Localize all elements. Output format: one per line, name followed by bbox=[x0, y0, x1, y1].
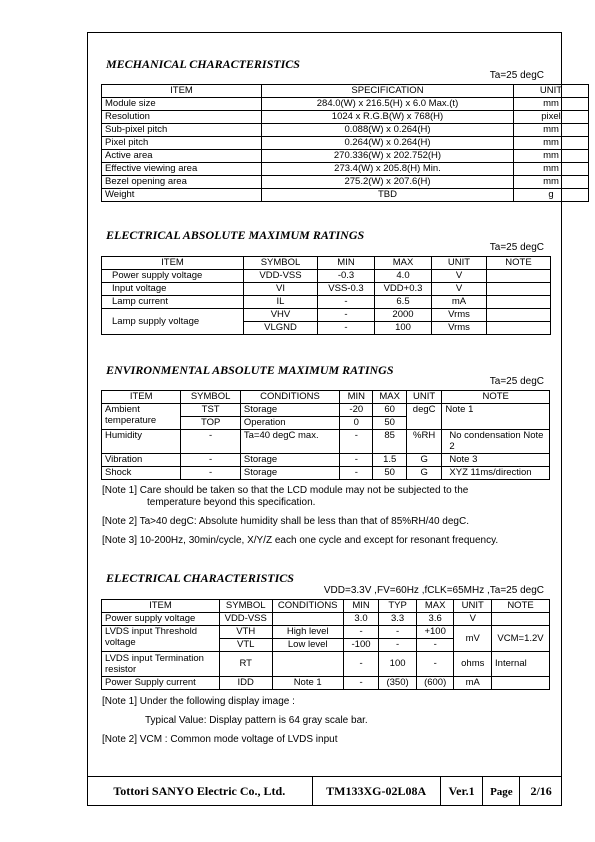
cell bbox=[487, 283, 551, 296]
table-row bbox=[102, 98, 589, 111]
cell: mA bbox=[432, 296, 487, 309]
cell: mA bbox=[454, 677, 492, 690]
cell: ohms bbox=[454, 652, 492, 677]
cell: Ambient temperature bbox=[102, 404, 181, 430]
cell: Internal bbox=[492, 652, 550, 677]
cell: LVDS input Threshold voltage bbox=[102, 626, 220, 652]
cell: Note 1 bbox=[442, 404, 550, 430]
env-abs-table bbox=[101, 390, 550, 480]
table-row bbox=[102, 283, 551, 296]
elec-char-table bbox=[101, 599, 550, 690]
cell bbox=[487, 322, 551, 335]
cell: IDD bbox=[219, 677, 272, 690]
table-row bbox=[102, 677, 550, 690]
header-cell: UNIT bbox=[454, 600, 492, 613]
cell: mm bbox=[514, 124, 589, 137]
table-row bbox=[102, 613, 550, 626]
cell: Power supply voltage bbox=[102, 613, 220, 626]
table-row bbox=[102, 467, 550, 480]
cell bbox=[487, 296, 551, 309]
elec-char-condition: VDD=3.3V ,FV=60Hz ,fCLK=65MHz ,Ta=25 degC bbox=[323, 585, 544, 596]
cell: 100 bbox=[379, 652, 417, 677]
cell: 3.6 bbox=[416, 613, 454, 626]
cell: Active area bbox=[102, 150, 262, 163]
table-row bbox=[102, 150, 589, 163]
header-cell: ITEM bbox=[102, 391, 181, 404]
cell: Storage bbox=[240, 467, 339, 480]
cell: 270.336(W) x 202.752(H) bbox=[262, 150, 514, 163]
table-row bbox=[102, 430, 550, 454]
cell: - bbox=[340, 467, 373, 480]
footer-model: TM133XG-02L08A bbox=[312, 777, 440, 806]
cell: VHV bbox=[244, 309, 318, 322]
header-cell: UNIT bbox=[514, 85, 589, 98]
cell: 1024 x R.G.B(W) x 768(H) bbox=[262, 111, 514, 124]
cell: - bbox=[340, 430, 373, 454]
env-note-3: [Note 3] 10-200Hz, 30min/cycle, X/Y/Z each one cycle and except for resonant frequency. bbox=[102, 535, 499, 546]
header-cell: MIN bbox=[318, 257, 375, 270]
cell: RT bbox=[219, 652, 272, 677]
cell: - bbox=[318, 296, 375, 309]
cell: - bbox=[340, 454, 373, 467]
cell bbox=[492, 613, 550, 626]
footer-version: Ver.1 bbox=[440, 777, 483, 806]
cell: -20 bbox=[340, 404, 373, 417]
cell: - bbox=[318, 309, 375, 322]
cell: mV bbox=[454, 626, 492, 652]
env-abs-header-row bbox=[102, 391, 550, 404]
cell: 100 bbox=[375, 322, 432, 335]
mechanical-title: MECHANICAL CHARACTERISTICS bbox=[106, 57, 300, 71]
cell: - bbox=[181, 454, 241, 467]
cell: VTH bbox=[219, 626, 272, 639]
cell: Pixel pitch bbox=[102, 137, 262, 150]
header-cell: UNIT bbox=[406, 391, 442, 404]
env-note-2: [Note 2] Ta>40 degC: Absolute humidity shall be less than that of 85%RH/40 degC. bbox=[102, 516, 469, 527]
cell: 50 bbox=[373, 467, 406, 480]
env-note-1-cont: temperature beyond this specification. bbox=[147, 497, 316, 508]
cell: 2000 bbox=[375, 309, 432, 322]
header-cell: SYMBOL bbox=[181, 391, 241, 404]
table-row bbox=[102, 404, 550, 417]
table-row bbox=[102, 176, 589, 189]
cell: Vrms bbox=[432, 322, 487, 335]
cell: V bbox=[454, 613, 492, 626]
cell: - bbox=[343, 677, 379, 690]
cell: (350) bbox=[379, 677, 417, 690]
elec-note-2: [Note 2] VCM : Common mode voltage of LVDS input bbox=[102, 734, 338, 745]
cell: - bbox=[343, 652, 379, 677]
cell: pixel bbox=[514, 111, 589, 124]
table-row bbox=[102, 270, 551, 283]
header-cell: CONDITIONS bbox=[272, 600, 343, 613]
mechanical-condition: Ta=25 degC bbox=[489, 70, 544, 81]
cell: Humidity bbox=[102, 430, 181, 454]
cell: VDD-VSS bbox=[219, 613, 272, 626]
table-row bbox=[102, 163, 589, 176]
footer-company: Tottori SANYO Electric Co., Ltd. bbox=[113, 784, 286, 798]
env-abs-title: ENVIRONMENTAL ABSOLUTE MAXIMUM RATINGS bbox=[106, 363, 394, 377]
elec-abs-table bbox=[101, 256, 551, 335]
header-cell: TYP bbox=[379, 600, 417, 613]
table-row bbox=[102, 652, 550, 677]
cell: (600) bbox=[416, 677, 454, 690]
cell: mm bbox=[514, 98, 589, 111]
mechanical-header-row bbox=[102, 85, 589, 98]
cell: G bbox=[406, 454, 442, 467]
footer bbox=[87, 776, 562, 806]
cell: 4.0 bbox=[375, 270, 432, 283]
cell: +100 bbox=[416, 626, 454, 639]
cell: Lamp supply voltage bbox=[102, 309, 244, 335]
cell: Vrms bbox=[432, 309, 487, 322]
cell: Power Supply current bbox=[102, 677, 220, 690]
cell bbox=[492, 677, 550, 690]
cell: IL bbox=[244, 296, 318, 309]
elec-abs-condition: Ta=25 degC bbox=[489, 242, 544, 253]
table-row bbox=[102, 124, 589, 137]
header-cell: MAX bbox=[373, 391, 406, 404]
cell: - bbox=[416, 639, 454, 652]
env-note-1: [Note 1] Care should be taken so that the LCD module may not be subjected to the bbox=[102, 485, 469, 496]
elec-char-title: ELECTRICAL CHARACTERISTICS bbox=[106, 571, 294, 585]
cell: g bbox=[514, 189, 589, 202]
cell: Shock bbox=[102, 467, 181, 480]
cell: 50 bbox=[373, 417, 406, 430]
header-cell: MIN bbox=[343, 600, 379, 613]
cell: Bezel opening area bbox=[102, 176, 262, 189]
cell: 85 bbox=[373, 430, 406, 454]
cell: Sub-pixel pitch bbox=[102, 124, 262, 137]
header-cell: MAX bbox=[416, 600, 454, 613]
header-cell: ITEM bbox=[102, 257, 244, 270]
cell: Weight bbox=[102, 189, 262, 202]
cell: VLGND bbox=[244, 322, 318, 335]
elec-abs-header-row bbox=[102, 257, 551, 270]
cell bbox=[272, 652, 343, 677]
table-row bbox=[102, 626, 550, 639]
cell: Low level bbox=[272, 639, 343, 652]
cell: Ta=40 degC max. bbox=[240, 430, 339, 454]
cell: Operation bbox=[240, 417, 339, 430]
cell: TST bbox=[181, 404, 241, 417]
header-cell: ITEM bbox=[102, 85, 262, 98]
cell: %RH bbox=[406, 430, 442, 454]
cell: VI bbox=[244, 283, 318, 296]
cell: V bbox=[432, 270, 487, 283]
cell: Module size bbox=[102, 98, 262, 111]
cell: Storage bbox=[240, 454, 339, 467]
cell: TBD bbox=[262, 189, 514, 202]
cell: Effective viewing area bbox=[102, 163, 262, 176]
cell: 3.0 bbox=[343, 613, 379, 626]
elec-note-1-detail: Typical Value: Display pattern is 64 gray scale bar. bbox=[145, 715, 368, 726]
cell: VSS-0.3 bbox=[318, 283, 375, 296]
cell: mm bbox=[514, 163, 589, 176]
cell: - bbox=[181, 467, 241, 480]
cell: - bbox=[416, 652, 454, 677]
header-cell: NOTE bbox=[487, 257, 551, 270]
elec-note-1: [Note 1] Under the following display image : bbox=[102, 696, 295, 707]
cell: VDD+0.3 bbox=[375, 283, 432, 296]
cell: - bbox=[379, 639, 417, 652]
env-abs-condition: Ta=25 degC bbox=[489, 376, 544, 387]
cell: VCM=1.2V bbox=[492, 626, 550, 652]
cell: 3.3 bbox=[379, 613, 417, 626]
table-row bbox=[102, 309, 551, 322]
cell: -100 bbox=[343, 639, 379, 652]
header-cell: ITEM bbox=[102, 600, 220, 613]
cell: Lamp current bbox=[102, 296, 244, 309]
header-cell: NOTE bbox=[442, 391, 550, 404]
cell bbox=[272, 613, 343, 626]
elec-abs-title: ELECTRICAL ABSOLUTE MAXIMUM RATINGS bbox=[106, 228, 365, 242]
cell: XYZ 11ms/direction bbox=[442, 467, 550, 480]
table-row bbox=[102, 296, 551, 309]
elec-char-header-row bbox=[102, 600, 550, 613]
footer-page-label: Page bbox=[482, 777, 519, 806]
cell: 0.264(W) x 0.264(H) bbox=[262, 137, 514, 150]
cell: - bbox=[343, 626, 379, 639]
cell bbox=[487, 270, 551, 283]
cell: No condensation Note 2 bbox=[442, 430, 550, 454]
cell: 273.4(W) x 205.8(H) Min. bbox=[262, 163, 514, 176]
cell: degC bbox=[406, 404, 442, 430]
cell: 6.5 bbox=[375, 296, 432, 309]
cell: G bbox=[406, 467, 442, 480]
cell: Resolution bbox=[102, 111, 262, 124]
header-cell: SPECIFICATION bbox=[262, 85, 514, 98]
cell: - bbox=[318, 322, 375, 335]
cell: 60 bbox=[373, 404, 406, 417]
cell: 284.0(W) x 216.5(H) x 6.0 Max.(t) bbox=[262, 98, 514, 111]
header-cell: MAX bbox=[375, 257, 432, 270]
cell: LVDS input Termination resistor bbox=[102, 652, 220, 677]
cell: Power supply voltage bbox=[102, 270, 244, 283]
cell: - bbox=[379, 626, 417, 639]
cell: 1.5 bbox=[373, 454, 406, 467]
header-cell: SYMBOL bbox=[244, 257, 318, 270]
cell: - bbox=[181, 430, 241, 454]
table-row bbox=[102, 137, 589, 150]
cell: Note 1 bbox=[272, 677, 343, 690]
cell: mm bbox=[514, 137, 589, 150]
cell bbox=[487, 309, 551, 322]
header-cell: CONDITIONS bbox=[240, 391, 339, 404]
cell: VTL bbox=[219, 639, 272, 652]
header-cell: NOTE bbox=[492, 600, 550, 613]
footer-page-number: 2/16 bbox=[519, 777, 562, 806]
header-cell: UNIT bbox=[432, 257, 487, 270]
cell: Input voltage bbox=[102, 283, 244, 296]
header-cell: SYMBOL bbox=[219, 600, 272, 613]
cell: -0.3 bbox=[318, 270, 375, 283]
table-row bbox=[102, 111, 589, 124]
cell: Storage bbox=[240, 404, 339, 417]
header-cell: MIN bbox=[340, 391, 373, 404]
table-row bbox=[102, 189, 589, 202]
cell: 0.088(W) x 0.264(H) bbox=[262, 124, 514, 137]
cell: VDD-VSS bbox=[244, 270, 318, 283]
cell: TOP bbox=[181, 417, 241, 430]
cell: 275.2(W) x 207.6(H) bbox=[262, 176, 514, 189]
cell: mm bbox=[514, 150, 589, 163]
cell: 0 bbox=[340, 417, 373, 430]
cell: Vibration bbox=[102, 454, 181, 467]
cell: Note 3 bbox=[442, 454, 550, 467]
cell: V bbox=[432, 283, 487, 296]
table-row bbox=[102, 454, 550, 467]
cell: High level bbox=[272, 626, 343, 639]
mechanical-table bbox=[101, 84, 589, 202]
cell: mm bbox=[514, 176, 589, 189]
